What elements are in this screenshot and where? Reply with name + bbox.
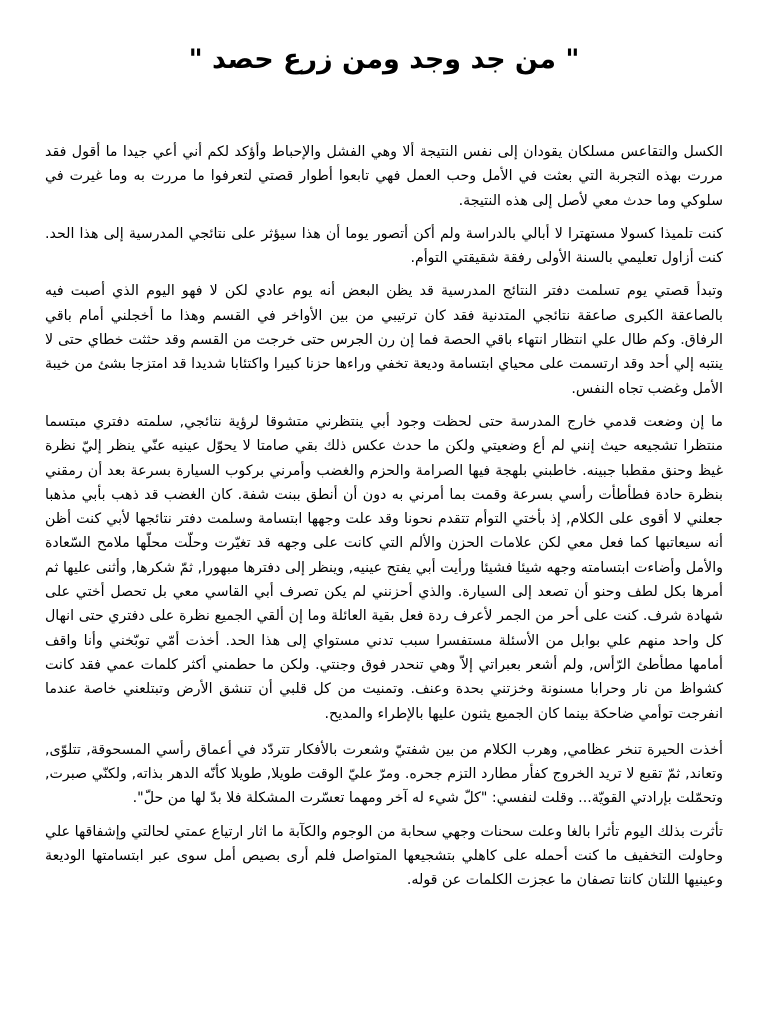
paragraph-3: وتبدأ قصتي يوم تسلمت دفتر النتائج المدرسية قد يظن البعض أنه يوم عادي لكن لا فهو اليوم الذي أصبت فيه بالصاعقة الكبرى صاعقة نتائجي المتدنية فقد كان ترتيبي من بين الأواخر في القسم وهذا ما أخجلني أمام باقي الرفاق. وكم طال علي انتظار انتهاء باقي الحصة فما إن رن الجرس حتى خرجت من القسم وقد حثثت خطاي حتى لا ينتبه إلي أحد وقد ارتسمت على محياي ابتسامة وديعة تخفي وراءها حزنا كبيرا واكتئابا شديدا قد امتزجا بشئ من خيبة الأمل وغضب تجاه النفس.: [45, 283, 723, 397]
paragraph-5: أخذت الحيرة تنخر عظامي, وهرب الكلام من بين شفتيّ وشعرت بالأفكار تتردّد في أعماق رأسي المسحوقة, تتلوّى, وتعاند, ثمّ تقبع لا تريد الخروج كفأر مطارد التزم جحره. ومرّ عليّ الوقت طويلا, طويلا كأنّه الدهر بذاته, ولكنّي صبرت, وتحمّلت بإرادتي القويّة... وقلت لنفسي: "كلّ شيء له آخر ومهما تعسّرت المشكلة فلا بدّ لها من حلّ".: [45, 741, 723, 807]
paragraph-2: كنت تلميذا كسولا مستهترا لا أبالي بالدراسة ولم أكن أتصور يوما أن هذا سيؤثر على نتائجي المدرسية إلى هذا الحد. كنت أزاول تعليمي بالسنة الأولى رفقة شقيقتي التوأم.: [45, 225, 723, 267]
paragraph-6: تأثرت بذلك اليوم تأثرا بالغا وعلت سحنات وجهي سحابة من الوجوم والكآبة ما اثار ارتياع عمتي لحالتي وإشفاقها علي وحاولت التخفيف ما كنت أحمله على كاهلي بتشجيعها المتواصل فلم أرى بصيص أمل سوى عبر ابتسامتها الوديعة وعينيها اللتان كانتا تصفان ما عجزت الكلمات عن قوله.: [45, 823, 723, 889]
document-title: " من جد وجد ومن زرع حصد ": [188, 44, 580, 75]
paragraph-1: الكسل والتقاعس مسلكان يقودان إلى نفس النتيجة ألا وهي الفشل والإحباط وأؤكد لكم أني أعي جيدا ما أقول فقد مررت بهذه التجربة التي بعثت في الأمل وحب العمل فهي تابعوا أطوار قصتي لتعرفوا ما مررت به وما غيرت في سلوكي وما حدث معي لأصل إلى هذه النتيجة.: [45, 144, 723, 209]
document-body: [45, 140, 723, 902]
paragraph-4: ما إن وضعت قدمي خارج المدرسة حتى لحظت وجود أبي ينتظرني متشوقا لرؤية نتائجي, سلمته دفتري مبتسما منتظرا تشجيعه حيث إنني لم أع وضعيتي ولكن ما حدث عكس ذلك بقي صامتا لا يحوّل عينيه عنّي ينظر إليّ نظرة غيظ وحنق مقطبا جبينه. خاطبني بلهجة فيها الصرامة والحزم والغضب وأمرني بركوب السيارة بسرعة بعد أن رمقني بنظرة حادة فطأطأت رأسي بسرعة وقمت بما أمرني به دون أن أنطق ببنت شفة. كان الغضب قد ذهب بأبي مذهبا جعلني لا أقوى على الكلام, إذ بأختي التوأم تتقدم نحونا وقد علت وجهها ابتسامة وسلمت دفتر نتائجها لأبي كنت أظن أنه سيعاتبها كما فعل معي لكن علامات الحزن والألم التي كانت على وجهه قد تغيّرت وحلّت محلّها ملامح السّعادة والأمل وأضاءت ابتسامته وجهه شيئا فشيئا ورأيت أبي يفتح عينيه, وينظر إلى دفترها مبهورا, ثمّ شكرها, وأثنى عليها ثم أمرها بكل لطف وحنو أن تصعد إلى السيارة. والذي أحزنني لم يكن تصرف أبي القاسي معي بل تحصل أختي على شهادة شرف. كنت على أحر من الجمر لأعرف ردة فعل بقية العائلة وما إن ألقي الجميع نظرة على دفتري حتى انهال كل واحد منهم علي بوابل من الأسئلة مستفسرا سبب تدني مستواي إلى هذا الحد. أخذت أمّي توبّخني وأنا واقف أمامها مطأطئ الرّأس, ولم أشعر بعبراتي إلاّ وهي تنحدر فوق وجنتي. ولكن ما حطمني أكثر كلمات عمي فقد كانت كشواظ من نار وحرابا مسنونة وخزتني بحدة وعنف. وتمنيت من كل قلبي أن تنشق الأرض وتبتلعني خاصة عندما انفرجت توأمي ضاحكة بينما كان الجميع يثنون عليها بالإطراء والمديح.: [45, 413, 723, 722]
